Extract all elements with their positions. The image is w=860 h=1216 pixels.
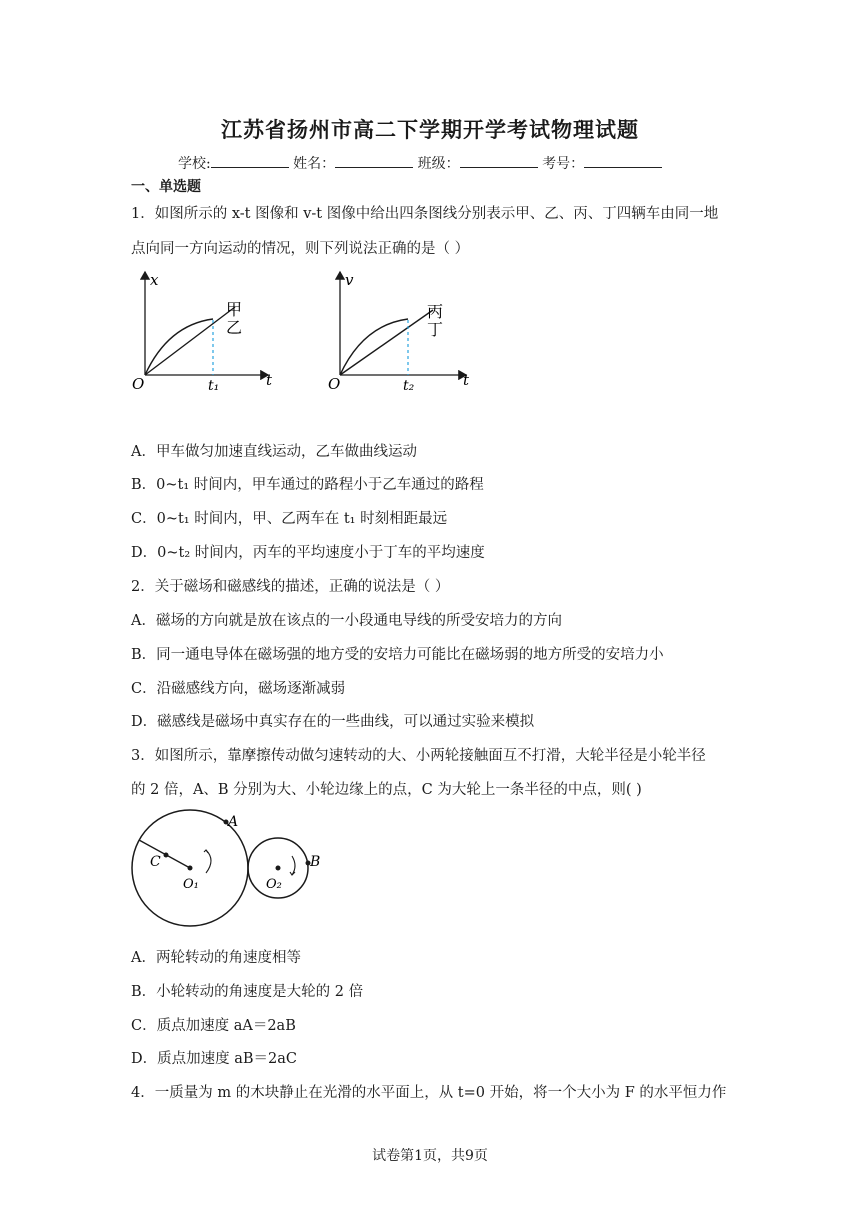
q1-option-a[interactable]: A．甲车做匀加速直线运动，乙车做曲线运动	[131, 444, 417, 460]
t2-label: t₂	[403, 378, 415, 394]
q1-stem-line1: 1．如图所示的 x-t 图像和 v-t 图像中给出四条图线分别表示甲、乙、丙、丁四辆车由同一地	[131, 206, 719, 222]
q4-stem-line1: 4．一质量为 m 的木块静止在光滑的水平面上，从 t=0 开始，将一个大小为 F 的水平恒力作	[131, 1085, 727, 1101]
label-ding: 丁	[427, 320, 444, 339]
section-heading: 一、单选题	[131, 179, 201, 195]
q1-vt-graph	[323, 265, 478, 395]
label-o1: O₁	[183, 877, 199, 892]
q3-option-a[interactable]: A．两轮转动的角速度相等	[131, 950, 301, 966]
school-label: 学校:	[178, 156, 211, 172]
x-axis-label: t	[463, 371, 470, 389]
y-axis-label: v	[345, 271, 354, 289]
q2-option-c[interactable]: C．沿磁感线方向，磁场逐渐减弱	[131, 681, 346, 697]
q3-stem-line2: 的 2 倍，A、B 分别为大、小轮边缘上的点，C 为大轮上一条半径的中点，则( )	[131, 782, 642, 798]
page-title: 江苏省扬州市高二下学期开学考试物理试题	[221, 118, 639, 142]
q2-option-d[interactable]: D．磁感线是磁场中真实存在的一些曲线，可以通过实验来模拟	[131, 714, 535, 730]
q1-option-c[interactable]: C．0~t₁ 时间内，甲、乙两车在 t₁ 时刻相距最远	[131, 511, 448, 527]
class-label: 班级：	[417, 156, 460, 172]
origin-label: O	[132, 375, 145, 393]
center-o1-dot	[188, 866, 193, 871]
curve-ding	[340, 319, 408, 375]
page-footer: 试卷第1页，共9页	[372, 1148, 488, 1164]
y-axis-label: x	[150, 271, 159, 289]
big-wheel-rotation-arrow	[206, 850, 211, 873]
name-label: 姓名：	[293, 156, 336, 172]
q3-option-b[interactable]: B．小轮转动的角速度是大轮的 2 倍	[131, 984, 364, 1000]
q2-stem: 2．关于磁场和磁感线的描述，正确的说法是（ ）	[131, 579, 450, 595]
class-blank[interactable]	[460, 155, 538, 168]
label-c: C	[150, 854, 161, 870]
student-info-line	[178, 153, 662, 173]
x-axis-label: t	[266, 371, 273, 389]
q3-wheels-diagram	[128, 808, 328, 933]
big-arrow-head	[204, 850, 208, 853]
line-bing	[340, 310, 433, 375]
q1-stem-line2: 点向同一方向运动的情况，则下列说法正确的是（ ）	[131, 241, 470, 257]
t1-label: t₁	[208, 378, 220, 394]
q3-stem-line1: 3．如图所示，靠摩擦传动做匀速转动的大、小两轮接触面互不打滑，大轮半径是小轮半径	[131, 748, 706, 764]
exam-no-label: 考号：	[542, 156, 585, 172]
exam-no-blank[interactable]	[584, 155, 662, 168]
line-jia	[145, 307, 235, 375]
point-c-dot	[164, 853, 169, 858]
q3-option-c[interactable]: C．质点加速度 aA＝2aB	[131, 1018, 296, 1034]
origin-label: O	[328, 375, 341, 393]
label-bing: 丙	[427, 302, 444, 321]
q2-option-a[interactable]: A．磁场的方向就是放在该点的一小段通电导线的所受安培力的方向	[131, 613, 562, 629]
q1-option-b[interactable]: B．0~t₁ 时间内，甲车通过的路程小于乙车通过的路程	[131, 477, 484, 493]
q2-option-b[interactable]: B．同一通电导体在磁场强的地方受的安培力可能比在磁场弱的地方所受的安培力小	[131, 647, 664, 663]
center-o2-dot	[276, 866, 281, 871]
q1-xt-graph	[128, 265, 278, 395]
q3-option-d[interactable]: D．质点加速度 aB＝2aC	[131, 1051, 297, 1067]
label-a: A	[228, 814, 239, 830]
name-blank[interactable]	[335, 155, 413, 168]
label-b: B	[310, 854, 321, 870]
q1-option-d[interactable]: D．0~t₂ 时间内，丙车的平均速度小于丁车的平均速度	[131, 545, 485, 561]
label-yi: 乙	[226, 318, 243, 337]
label-jia: 甲	[226, 300, 243, 319]
school-blank[interactable]	[211, 155, 289, 168]
label-o2: O₂	[266, 877, 282, 892]
